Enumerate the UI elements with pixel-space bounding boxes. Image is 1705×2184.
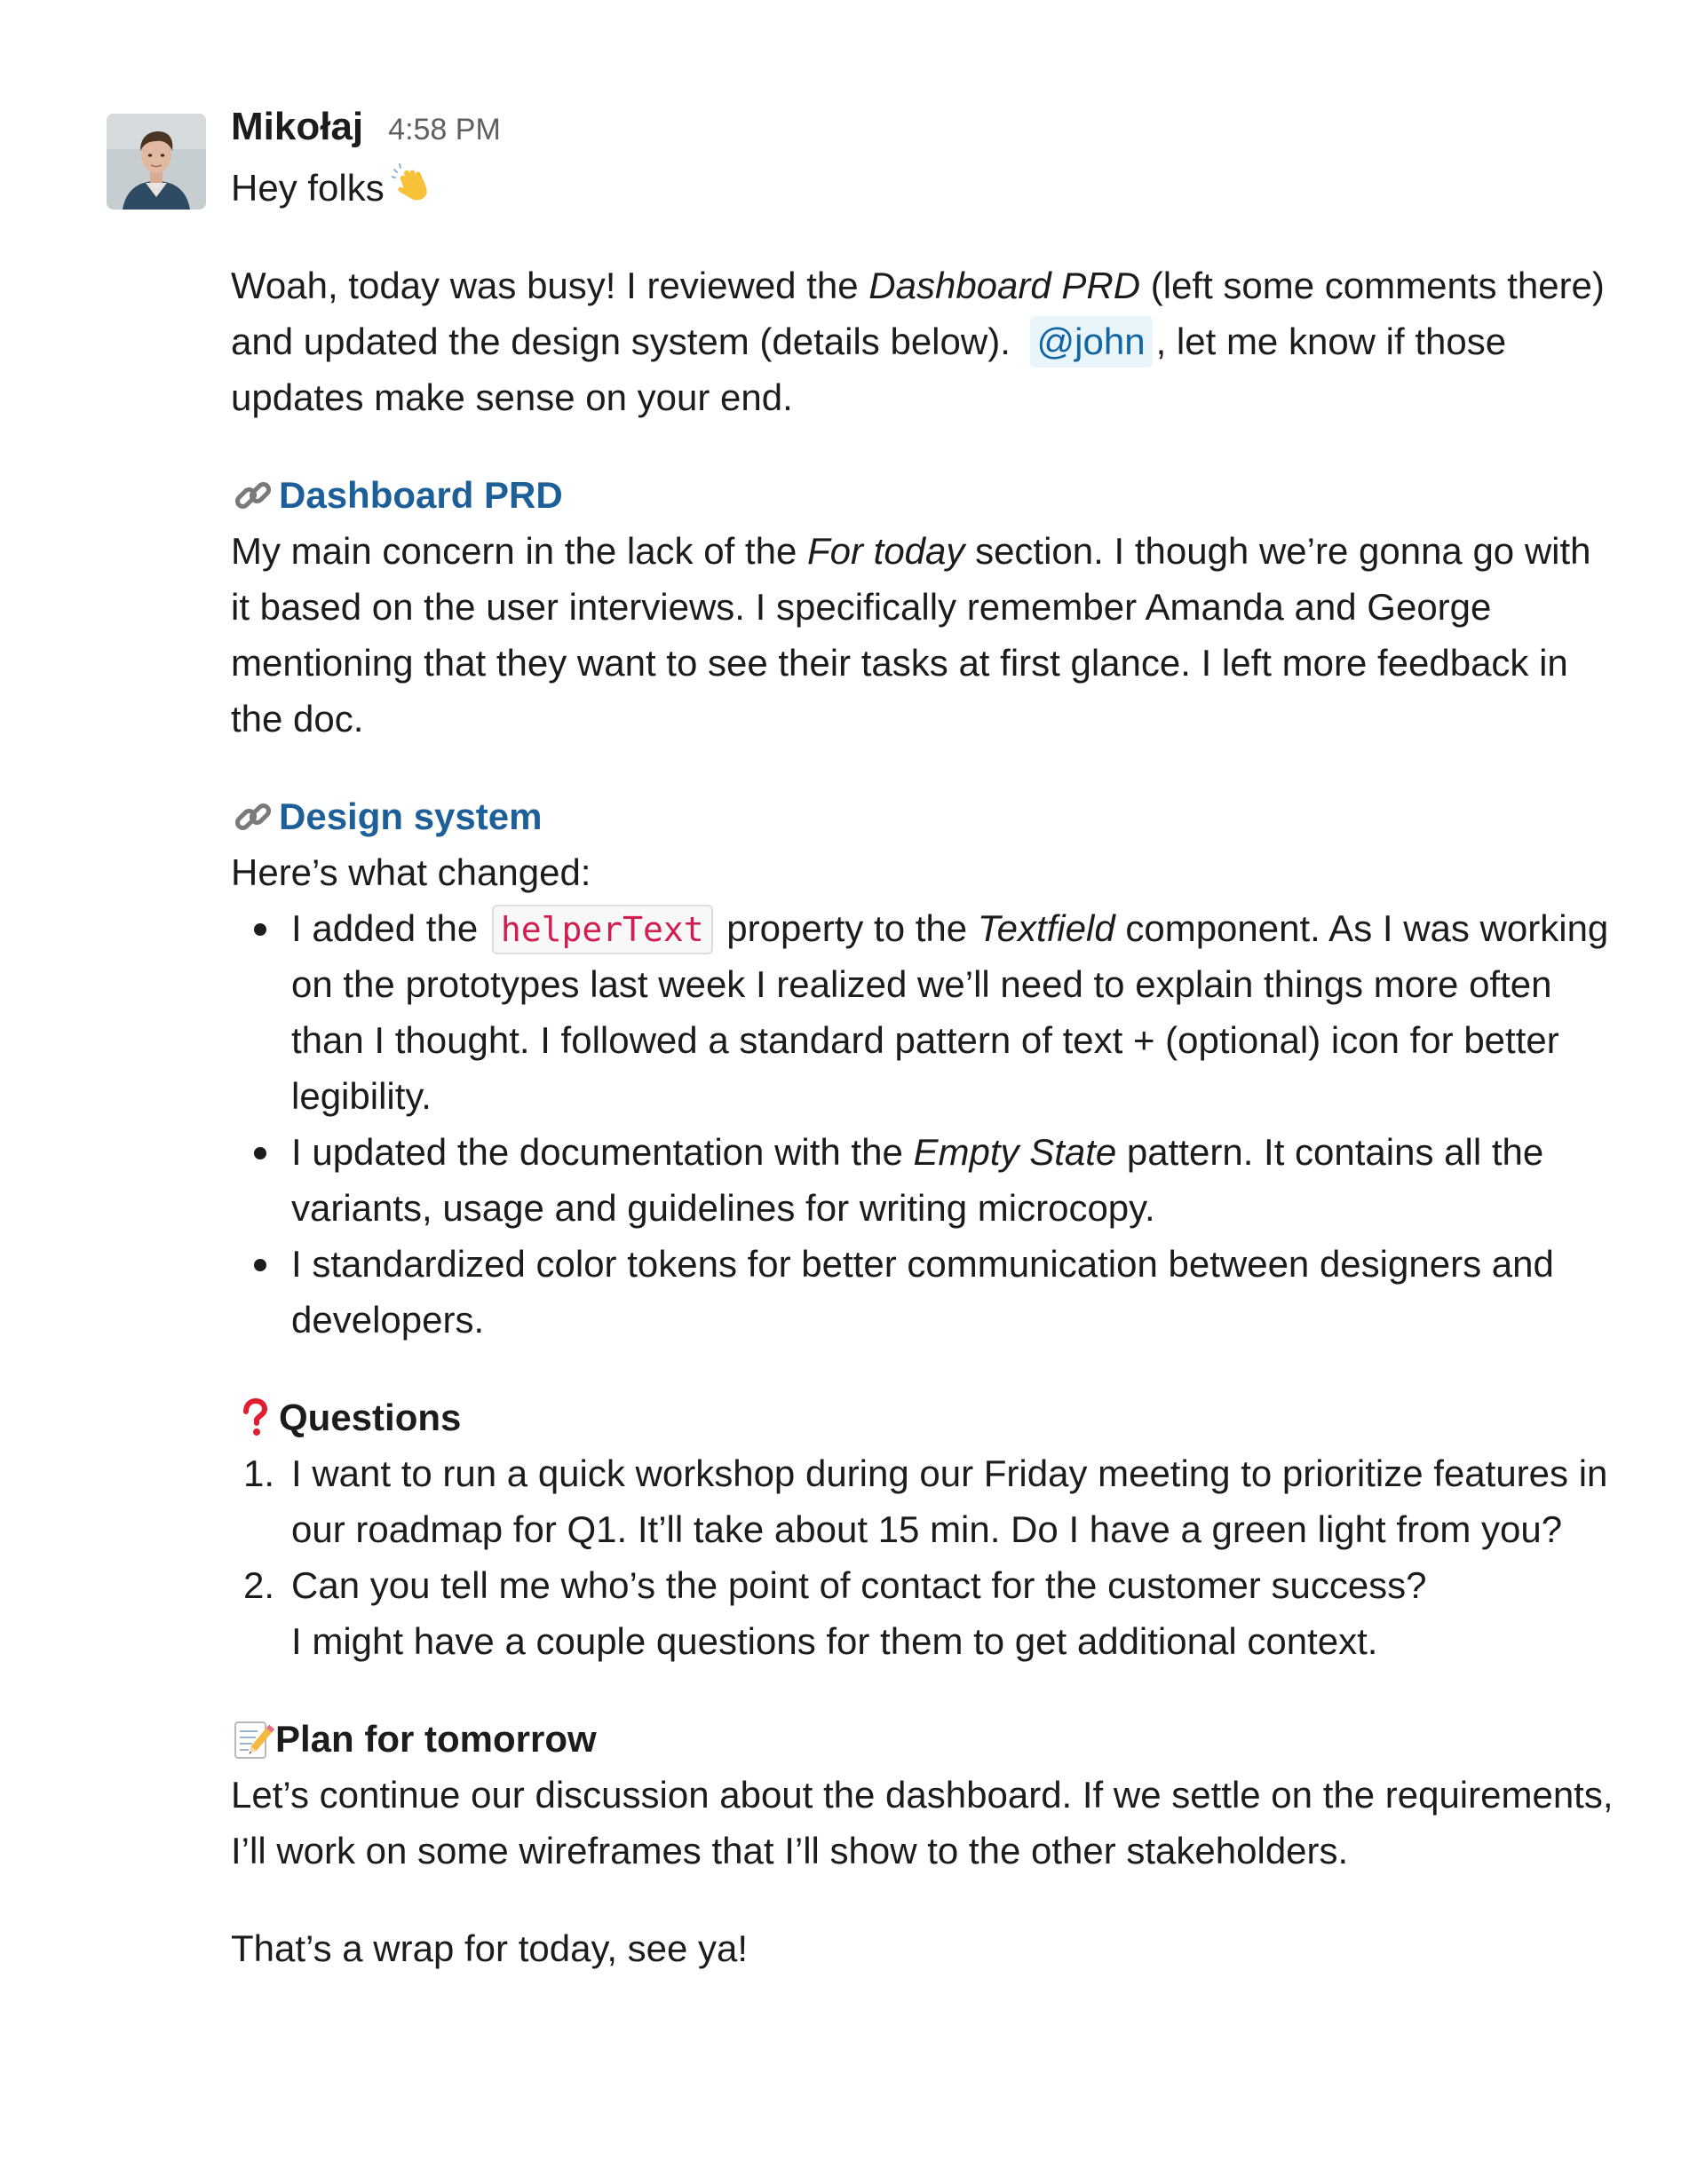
spacer [231, 425, 1616, 467]
questions-heading [231, 1389, 1616, 1445]
intro-text: (left some comments there) and updated the design system (details below). [231, 265, 1605, 362]
questions-title: Questions [279, 1397, 462, 1438]
prd-paragraph [231, 523, 1616, 747]
closing-line: That’s a wrap for today, see ya! [231, 1927, 749, 1969]
prd-heading [231, 467, 1616, 523]
list-item-text: Can you tell me who’s the point of contact for the customer success? [291, 1564, 1427, 1606]
design-system-link[interactable]: Design system [279, 795, 543, 837]
link-chain-icon [231, 795, 275, 839]
spacer [231, 1669, 1616, 1711]
greeting-text: Hey folks [231, 167, 385, 209]
design-changes-list [231, 900, 1616, 1348]
plan-paragraph: Let’s continue our discussion about the dashboard. If we settle on the requirements, I’ll work on some wireframes that I’ll show to the other stakeholders. [231, 1774, 1614, 1871]
list-item [231, 1445, 1616, 1557]
message-content [231, 105, 1616, 1976]
list-item-text: I want to run a quick workshop during our Friday meeting to prioritize features in our roadmap for Q1. It’ll take about 15 min. Do I have a green light from you? [291, 1452, 1608, 1550]
list-item [231, 1557, 1616, 1669]
spacer [231, 216, 1616, 257]
list-item-text: component. As I was working on the prototypes last week I realized we’ll need to explain things more often than I thought. I followed a standard pattern of text + (optional) icon for better legibility. [291, 907, 1609, 1117]
greeting [231, 160, 1616, 216]
spacer [231, 1348, 1616, 1389]
questions-list [231, 1445, 1616, 1669]
list-item [231, 1124, 1616, 1236]
message-body [231, 160, 1616, 1976]
list-item-text: pattern. It contains all the variants, usage and guidelines for writing microcopy. [291, 1131, 1544, 1229]
spacer [231, 1879, 1616, 1920]
list-item-text: I might have a couple questions for them to get additional context. [291, 1620, 1378, 1662]
inline-code: helperText [492, 905, 713, 954]
intro-doc-name: Dashboard PRD [868, 265, 1141, 306]
prd-text: My main concern in the lack of the [231, 530, 807, 572]
design-system-heading [231, 788, 1616, 844]
prd-text: section. I though we’re gonna go with it based on the user interviews. I specifically remember Amanda and George mentioning that they want to see their tasks at first glance. I left more feedback in the doc. [231, 530, 1591, 740]
list-item [231, 900, 1616, 1124]
avatar[interactable] [107, 114, 206, 210]
pattern-name: Empty State [913, 1131, 1117, 1173]
list-item [231, 1236, 1616, 1348]
plan-heading [231, 1711, 1616, 1767]
intro-text: , let me know if those updates make sense on your end. [231, 320, 1507, 418]
component-name: Textfield [977, 907, 1115, 949]
message-header [231, 105, 1616, 160]
list-item-text: I standardized color tokens for better communication between designers and developers. [291, 1243, 1554, 1341]
sender-name[interactable]: Mikołaj [231, 105, 364, 148]
list-number: 1. [243, 1452, 275, 1494]
intro-paragraph [231, 257, 1616, 425]
mention-john[interactable]: @john [1030, 316, 1153, 368]
waving-hand-icon [392, 163, 436, 208]
plan-title: Plan for tomorrow [275, 1718, 597, 1760]
design-intro: Here’s what changed: [231, 851, 591, 893]
dashboard-prd-link[interactable]: Dashboard PRD [279, 474, 563, 516]
list-item-text: property to the [716, 907, 978, 949]
list-item-text: I added the [291, 907, 488, 949]
timestamp[interactable]: 4:58 PM [388, 113, 501, 146]
intro-text: Woah, today was busy! I reviewed the [231, 265, 869, 306]
avatar-photo [107, 114, 206, 210]
red-question-mark-icon [231, 1396, 275, 1440]
link-chain-icon [231, 473, 275, 518]
list-item-text: I updated the documentation with the [291, 1131, 914, 1173]
spacer [231, 747, 1616, 788]
list-number: 2. [243, 1564, 275, 1606]
prd-section-name: For today [806, 530, 965, 572]
memo-pencil-icon [231, 1717, 275, 1761]
